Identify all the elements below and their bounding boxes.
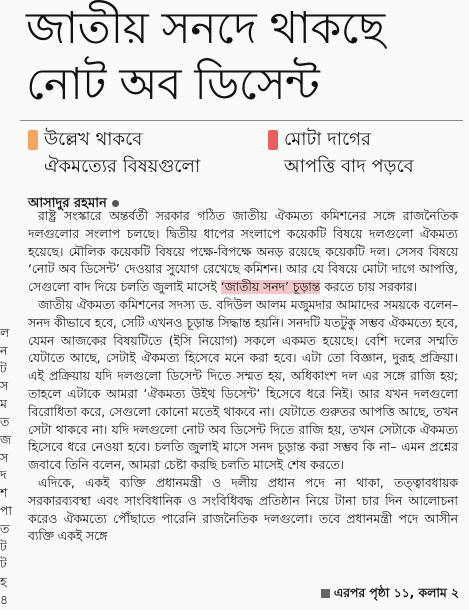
fragment: শ	[0, 486, 8, 501]
fragment: হ	[0, 575, 7, 590]
headline-line-2: নোট অব ডিসেন্ট	[26, 59, 320, 110]
subhead-left-line-2: ঐকমত্যের বিষয়গুলো	[44, 156, 201, 177]
fragment: স	[0, 379, 9, 394]
headline-line-1: জাতীয় সনদে থাকছে	[26, 3, 385, 54]
paragraph	[28, 475, 458, 546]
subhead-right-line-2: আপত্তি বাদ পড়বে	[284, 156, 414, 177]
article-body	[28, 208, 458, 546]
dot-icon	[112, 200, 119, 207]
bullet-icon-left	[28, 130, 38, 150]
fragment: ট	[0, 361, 7, 376]
highlighted-text: ‘জাতীয় সনদ’ চূড়ান্ত	[220, 280, 321, 295]
bullet-icon-right	[268, 130, 278, 150]
fragment: ম	[0, 397, 7, 412]
fragment: স	[0, 450, 9, 465]
fragment: ৪	[0, 592, 8, 607]
fragment: ল	[0, 326, 10, 340]
subhead-right-line-1: মোটা দাগের	[284, 129, 371, 150]
paragraph-text: রাষ্ট্র সংস্কারে অন্তর্বর্তী সরকার গঠিত জাতীয় ঐকমত্য কমিশনের সঙ্গে রাজনৈতিক দলগুলোর সংলাপ চলছে। দ্বিতীয় ধাপের সংলাপে কয়েকটি বিষয়ে দলগুলো ঐকমত্য হয়েছে। মৌলিক কয়েকটি বিষয়ে পক্ষে-বিপক্ষে অনড় রয়েছে কয়েকটি দল। সেসব বিষয়ে ‘নোট অব ডিসেন্ট’ দেওয়ার সুযোগ রেখেছে কমিশন। আর যে বিষয়ে মোটা দাগে আপত্তি, সেগুলো বাদ দিয়ে চলতি জুলাই মাসেই	[28, 209, 458, 295]
fragment: ট	[0, 557, 7, 572]
continuation-text: এরপর পৃষ্ঠা ১১, কলাম ২	[333, 586, 459, 600]
fragment: জ	[0, 432, 12, 447]
fragment: ট	[0, 539, 7, 554]
byline-name: আসাদুর রহমান	[28, 196, 107, 211]
paragraph-text: জাতীয় ঐকমত্য কমিশনের সদস্য ড. বদিউল আলম মজুমদার আমাদের সময়কে বলেন– সনদ কীভাবে হবে, সেটি এখনও চূড়ান্ত সিদ্ধান্ত হয়নি। সনদটি যতটুকু সম্ভব ঐকমত্যে হবে, যেমন আজকের বিষয়টিতে (ইসি নিয়োগ) সকলে একমত হয়েছে। বেশি দলের সম্মতি যেটাতে আছে, সেটাই ঐকমত্য হিসেবে মনে করা হবে। এটা তো বিজ্ঞান, দুরূহ প্রক্রিয়া। এই প্রক্রিয়ায় যদি দলগুলো ডিসেন্ট দিতে সম্মত হয়, অধিকাংশ দল এর সঙ্গে রাজি হয়; তাহলে এটাকে আমরা ‘ঐকমত্য উইথ ডিসেন্ট’ হিসেবে ধরে নিই। আর যখন দলগুলো বিরোধিতা করে, সেগুলো কোনো মতেই থাকবে না। যেটাতে গুরুতর আপত্তি আছে, তখন সেটা থাকবে না। যদি দলগুলো নোট অব ডিসেন্ট দিতে রাজি হয়, তখন সেটাকে ঐকমত্য হিসেবে ধরে নেওয়া হবে। চলতি জুলাই মাসে সনদ চূড়ান্ত করা সম্ভব কি না– এমন প্রশ্নের জবাবে তিনি বলেন, আমরা চেষ্টা করছি চলতি মাসেই শেষ করতে।	[28, 297, 458, 473]
square-icon	[321, 589, 330, 598]
subhead-left-line-1: উল্লেখ থাকবে	[44, 129, 143, 150]
continuation-note	[321, 585, 459, 605]
adjacent-column-fragment	[0, 325, 14, 610]
divider	[20, 120, 463, 121]
paragraph	[28, 297, 458, 475]
fragment: ত	[0, 414, 10, 429]
paragraph	[28, 208, 458, 297]
fragment: ত	[0, 521, 10, 536]
paragraph-text: এদিকে, একই ব্যক্তি প্রধানমন্ত্রী ও দলীয় প্রধান পদে না থাকা, তত্ত্বাবধায়ক সরকারব্যবস্থা এবং সাংবিধানিক ও সংবিধিবদ্ধ প্রতিষ্ঠান নিয়ে টানা চার দিন আলোচনা করেও ঐকমত্যে পৌঁছাতে পারেনি রাজনৈতিক দলগুলো। তবে প্রধানমন্ত্রী পদে আসীন ব্যক্তি একই সঙ্গে	[28, 475, 458, 544]
fragment: ন	[0, 343, 8, 358]
fragment: দ	[0, 468, 7, 483]
paragraph-text-end: করতে চায় সরকার।	[320, 280, 418, 295]
fragment: পা	[0, 503, 12, 518]
